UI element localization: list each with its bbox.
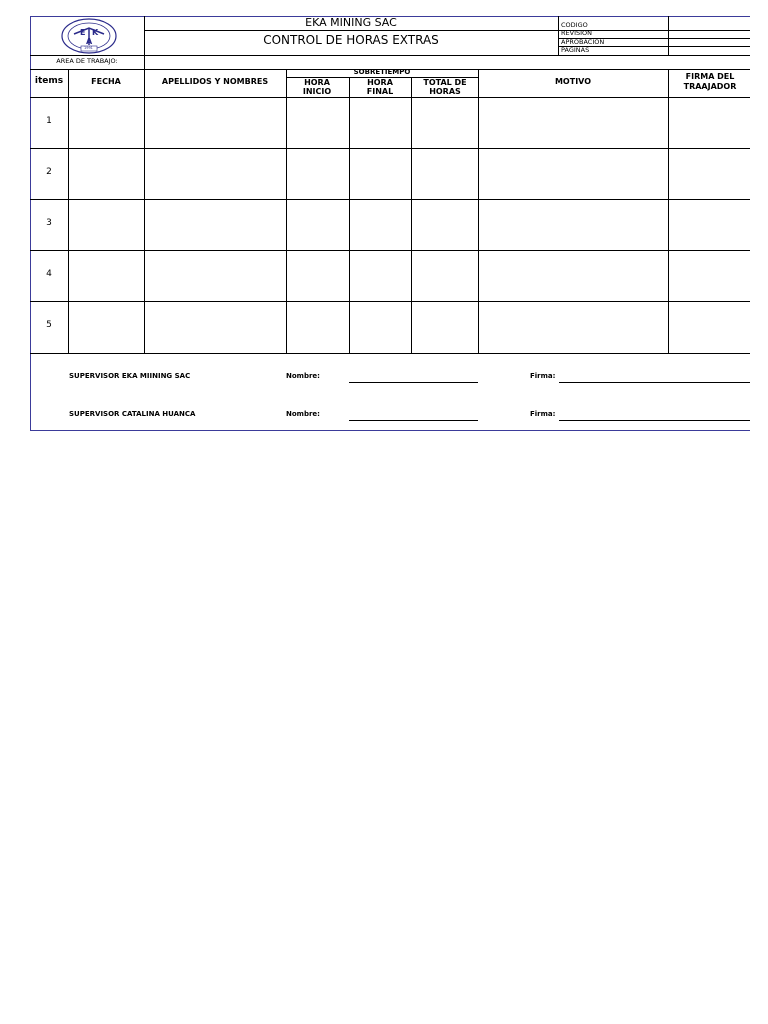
col-header-items: items — [34, 76, 64, 86]
table-line — [30, 97, 750, 98]
col-header-firma: FIRMA DEL TRAAJADOR — [683, 72, 737, 91]
col-header-total-horas: TOTAL DE HORAS — [423, 78, 467, 97]
header-line — [558, 16, 559, 55]
table-line — [478, 69, 479, 353]
table-line — [30, 250, 750, 251]
logo-text-e: E — [80, 28, 86, 37]
signature-sign-label: Firma: — [530, 410, 556, 418]
area-input[interactable] — [146, 56, 748, 68]
col-header-hora-inicio: HORA INICIO — [302, 78, 332, 97]
company-logo — [60, 18, 118, 54]
row-number: 1 — [46, 116, 52, 126]
col-header-motivo: MOTIVO — [554, 77, 592, 86]
signature-role: SUPERVISOR CATALINA HUANCA — [69, 410, 196, 418]
meta-label-revision: REVISION — [561, 29, 593, 37]
col-header-sobretiempo: SOBRETIEMPO — [353, 68, 411, 76]
table-line — [30, 199, 750, 200]
table-line — [30, 148, 750, 149]
signature-role: SUPERVISOR EKA MIINING SAC — [69, 372, 191, 380]
row-number: 2 — [46, 167, 52, 177]
table-line — [286, 69, 287, 353]
document-title: CONTROL DE HORAS EXTRAS — [263, 33, 439, 47]
table-line — [411, 77, 412, 353]
row-number: 4 — [46, 269, 52, 279]
logo-text-a: A — [86, 37, 93, 46]
signature-name-line[interactable] — [349, 382, 478, 383]
signature-sign-label: Firma: — [530, 372, 556, 380]
col-header-hora-final: HORA FINAL — [366, 78, 394, 97]
col-header-fecha: FECHA — [91, 77, 121, 86]
signature-name-label: Nombre: — [286, 372, 320, 380]
meta-label-aprobacion: APROBACION — [561, 38, 605, 46]
table-line — [349, 77, 350, 353]
table-line — [68, 69, 69, 353]
signature-name-line[interactable] — [349, 420, 478, 421]
row-number: 3 — [46, 218, 52, 228]
signature-name-label: Nombre: — [286, 410, 320, 418]
row-number: 5 — [46, 320, 52, 330]
meta-label-paginas: PAGINAS — [561, 46, 590, 54]
col-header-apellidos: APELLIDOS Y NOMBRES — [161, 77, 269, 86]
table-line — [144, 69, 145, 353]
meta-label-codigo: CODIGO — [561, 21, 588, 29]
logo-year: 1991 — [84, 46, 93, 50]
table-line — [30, 353, 750, 354]
area-label: AREA DE TRABAJO: — [56, 57, 118, 65]
header-line — [668, 16, 669, 55]
logo-text-k: K — [92, 28, 99, 37]
signature-sign-line[interactable] — [559, 420, 750, 421]
table-line — [30, 301, 750, 302]
company-name: EKA MINING SAC — [305, 16, 397, 29]
signature-sign-line[interactable] — [559, 382, 750, 383]
table-line — [668, 69, 669, 353]
